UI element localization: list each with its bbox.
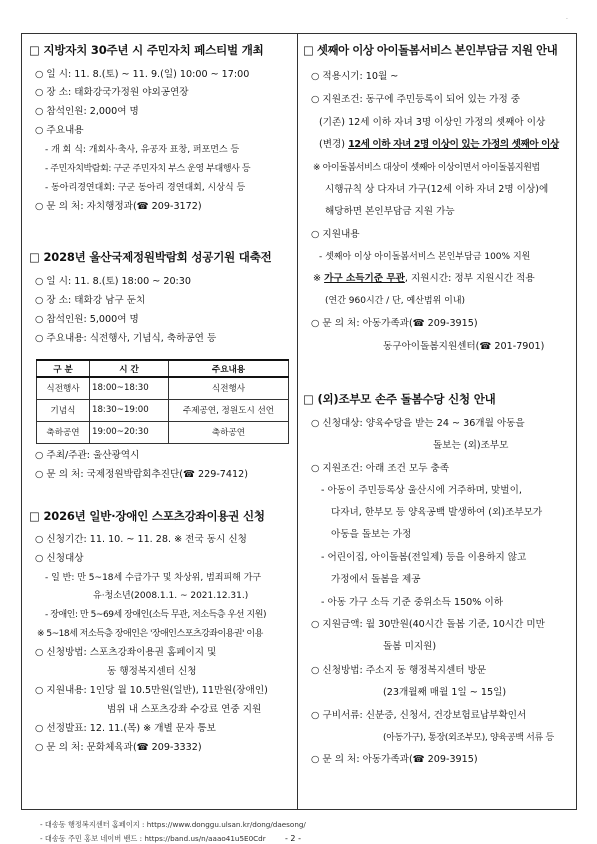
section-title: □ 2026년 일반·장애인 스포츠강좌이용권 신청 xyxy=(29,509,265,523)
list-item: ○ 문 의 처: 자치행정과(☎ 209-3172) xyxy=(35,201,202,212)
table-cell: 18:00~18:30 xyxy=(90,377,169,399)
list-item: ○ 일 시: 11. 8.(토) 18:00 ~ 20:30 xyxy=(35,276,191,287)
list-item: 범위 내 스포츠강좌 수강료 연중 지원 xyxy=(107,704,262,715)
list-item: ※ 5~18세 저소득층 장애인은 '장애인스포츠강좌이용권' 이용 xyxy=(37,629,263,639)
list-item: - 아동 가구 소득 기준 중위소득 150% 이하 xyxy=(321,597,503,608)
list-item: - 장애인: 만 5~69세 장애인(소득 무관, 저소득층 우선 지원) xyxy=(45,610,267,620)
list-item: ○ 문 의 처: 국제정원박람회추진단(☎ 229-7412) xyxy=(35,469,248,480)
support-hours: , 지원시간: 정부 지원시간 적용 xyxy=(404,273,535,284)
list-item: 해당하면 본인부담금 지원 가능 xyxy=(325,206,455,217)
list-item: - 어린이집, 아이돌봄(전일제) 등을 이용하지 않고 xyxy=(321,552,527,563)
table-header: 주요내용 xyxy=(169,360,289,377)
table-header: 시 간 xyxy=(90,360,169,377)
list-item: ○ 신청방법: 스포츠강좌이용권 홈페이지 및 xyxy=(35,647,217,658)
list-item: ○ 주요내용 xyxy=(35,125,84,136)
list-item: ○ 문 의 처: 아동가족과(☎ 209-3915) xyxy=(311,318,478,329)
section-title: □ 셋째아 이상 아이돌봄서비스 본인부담금 지원 안내 xyxy=(303,43,558,57)
list-item: ○ 선정발표: 12. 11.(목) ※ 개별 문자 통보 xyxy=(35,723,216,734)
list-item: (23개월째 매월 1일 ~ 15일) xyxy=(383,687,507,698)
section-title: □ 지방자치 30주년 시 주민자치 페스티벌 개최 xyxy=(29,43,264,57)
income-criteria: 가구 소득기준 무관 xyxy=(324,273,405,284)
list-item: ○ 지원금액: 월 30만원(40시간 돌봄 기준, 10시간 미만 xyxy=(311,619,545,630)
section-title: □ (외)조부모 손주 돌봄수당 신청 안내 xyxy=(303,392,496,406)
table-cell: 축하공연 xyxy=(169,421,289,443)
table-cell: 식전행사 xyxy=(37,377,90,399)
corner-mark: . xyxy=(566,14,568,21)
list-item: ○ 구비서류: 신분증, 신청서, 건강보험료납부확인서 xyxy=(311,710,527,721)
list-item: 가정에서 돌봄을 제공 xyxy=(331,574,421,585)
change-label: (변경) xyxy=(319,139,349,150)
list-item: ○ 신청대상: 양육수당을 받는 24 ~ 36개월 아동을 xyxy=(311,418,525,429)
table-cell: 주제공연, 정원도시 선언 xyxy=(169,399,289,421)
footer-homepage-link[interactable]: - 대송동 행정복지센터 홈페이지 : https://www.donggu.ulsan.kr/dong/daesong/ xyxy=(40,820,306,829)
column-divider xyxy=(297,33,298,810)
list-item: ○ 장 소: 태화강국가정원 야외공연장 xyxy=(35,87,189,98)
list-item: - 주민자치박람회: 구군 주민자치 부스 운영 부대행사 등 xyxy=(45,164,251,174)
list-item: - 셋째아 이상 아이돌봄서비스 본인부담금 100% 지원 xyxy=(319,252,531,262)
list-item: ○ 참석인원: 5,000여 명 xyxy=(35,314,139,325)
list-item: 다자녀, 한부모 등 양육공백 발생하여 (외)조부모가 xyxy=(331,507,543,518)
section-title: □ 2028년 울산국제정원박람회 성공기원 대축전 xyxy=(29,250,272,264)
list-item: 돌봄 미지원) xyxy=(383,641,437,652)
list-item: - 개 회 식: 개회사·축사, 유공자 표창, 퍼포먼스 등 xyxy=(45,145,240,155)
footer-band-link[interactable]: - 대송동 주민 홍보 네이버 밴드 : https://band.us/n/aaao41u5E0Cdr xyxy=(40,834,266,843)
list-item: - 아동이 주민등록상 울산시에 거주하며, 맞벌이, xyxy=(321,485,522,496)
list-item: 시행규칙 상 다자녀 가구(12세 이하 자녀 2명 이상)에 xyxy=(325,184,549,195)
changed-condition: 12세 이하 자녀 2명 이상이 있는 가정의 셋째아 이상 xyxy=(348,139,559,150)
list-item: ○ 지원내용 xyxy=(311,229,360,240)
page-number: - 2 - xyxy=(285,834,301,843)
list-item: ※ 아이돌봄서비스 대상이 셋째아 이상이면서 아이돌봄지원법 xyxy=(313,163,540,173)
list-item xyxy=(313,272,535,286)
list-item: ○ 지원조건: 동구에 주민등록이 되어 있는 가정 중 xyxy=(311,94,521,105)
schedule-table xyxy=(36,359,289,444)
list-item: ○ 지원조건: 아래 조건 모두 충족 xyxy=(311,463,450,474)
list-item: ○ 참석인원: 2,000여 명 xyxy=(35,106,139,117)
list-item: 유·청소년(2008.1.1. ~ 2021.12.31.) xyxy=(93,591,249,601)
list-item: ○ 지원내용: 1인당 월 10.5만원(일반), 11만원(장애인) xyxy=(35,685,268,696)
list-item: ○ 주최/주관: 울산광역시 xyxy=(35,450,140,461)
list-item: ○ 신청대상 xyxy=(35,553,84,564)
table-cell: 18:30~19:00 xyxy=(90,399,169,421)
list-item: 돌보는 (외)조부모 xyxy=(433,440,509,451)
list-item: - 동아리경연대회: 구군 동아리 경연대회, 시상식 등 xyxy=(45,183,246,193)
list-item: 동 행정복지센터 신청 xyxy=(107,666,197,677)
table-cell: 기념식 xyxy=(37,399,90,421)
list-item: ○ 장 소: 태화강 남구 둔치 xyxy=(35,295,146,306)
table-cell: 식전행사 xyxy=(169,377,289,399)
note-mark: ※ xyxy=(313,273,325,284)
list-item: ○ 신청기간: 11. 10. ~ 11. 28. ※ 전국 동시 신청 xyxy=(35,534,247,545)
list-item: (기존) 12세 이하 자녀 3명 이상인 가정의 셋째아 이상 xyxy=(319,117,546,128)
list-item: (아동가구), 통장(외조부모), 양육공백 서류 등 xyxy=(383,733,554,743)
list-item: ○ 일 시: 11. 8.(토) ~ 11. 9.(일) 10:00 ~ 17:00 xyxy=(35,69,250,80)
table-header: 구 분 xyxy=(37,360,90,377)
table-cell: 축하공연 xyxy=(37,421,90,443)
list-item: ○ 주요내용: 식전행사, 기념식, 축하공연 등 xyxy=(35,333,217,344)
list-item: (연간 960시간 / 단, 예산범위 이내) xyxy=(325,296,466,306)
list-item: ○ 문 의 처: 문화체육과(☎ 209-3332) xyxy=(35,742,202,753)
list-item: ○ 적용시기: 10월 ~ xyxy=(311,71,399,82)
list-item: 아동을 돌보는 가정 xyxy=(331,529,412,540)
list-item xyxy=(319,138,559,152)
list-item: - 일 반: 만 5~18세 수급가구 및 차상위, 범죄피해 가구 xyxy=(45,573,262,583)
table-cell: 19:00~20:30 xyxy=(90,421,169,443)
list-item: ○ 신청방법: 주소지 동 행정복지센터 방문 xyxy=(311,665,487,676)
list-item: 동구아이돌봄지원센터(☎ 201-7901) xyxy=(383,341,545,352)
list-item: ○ 문 의 처: 아동가족과(☎ 209-3915) xyxy=(311,754,478,765)
